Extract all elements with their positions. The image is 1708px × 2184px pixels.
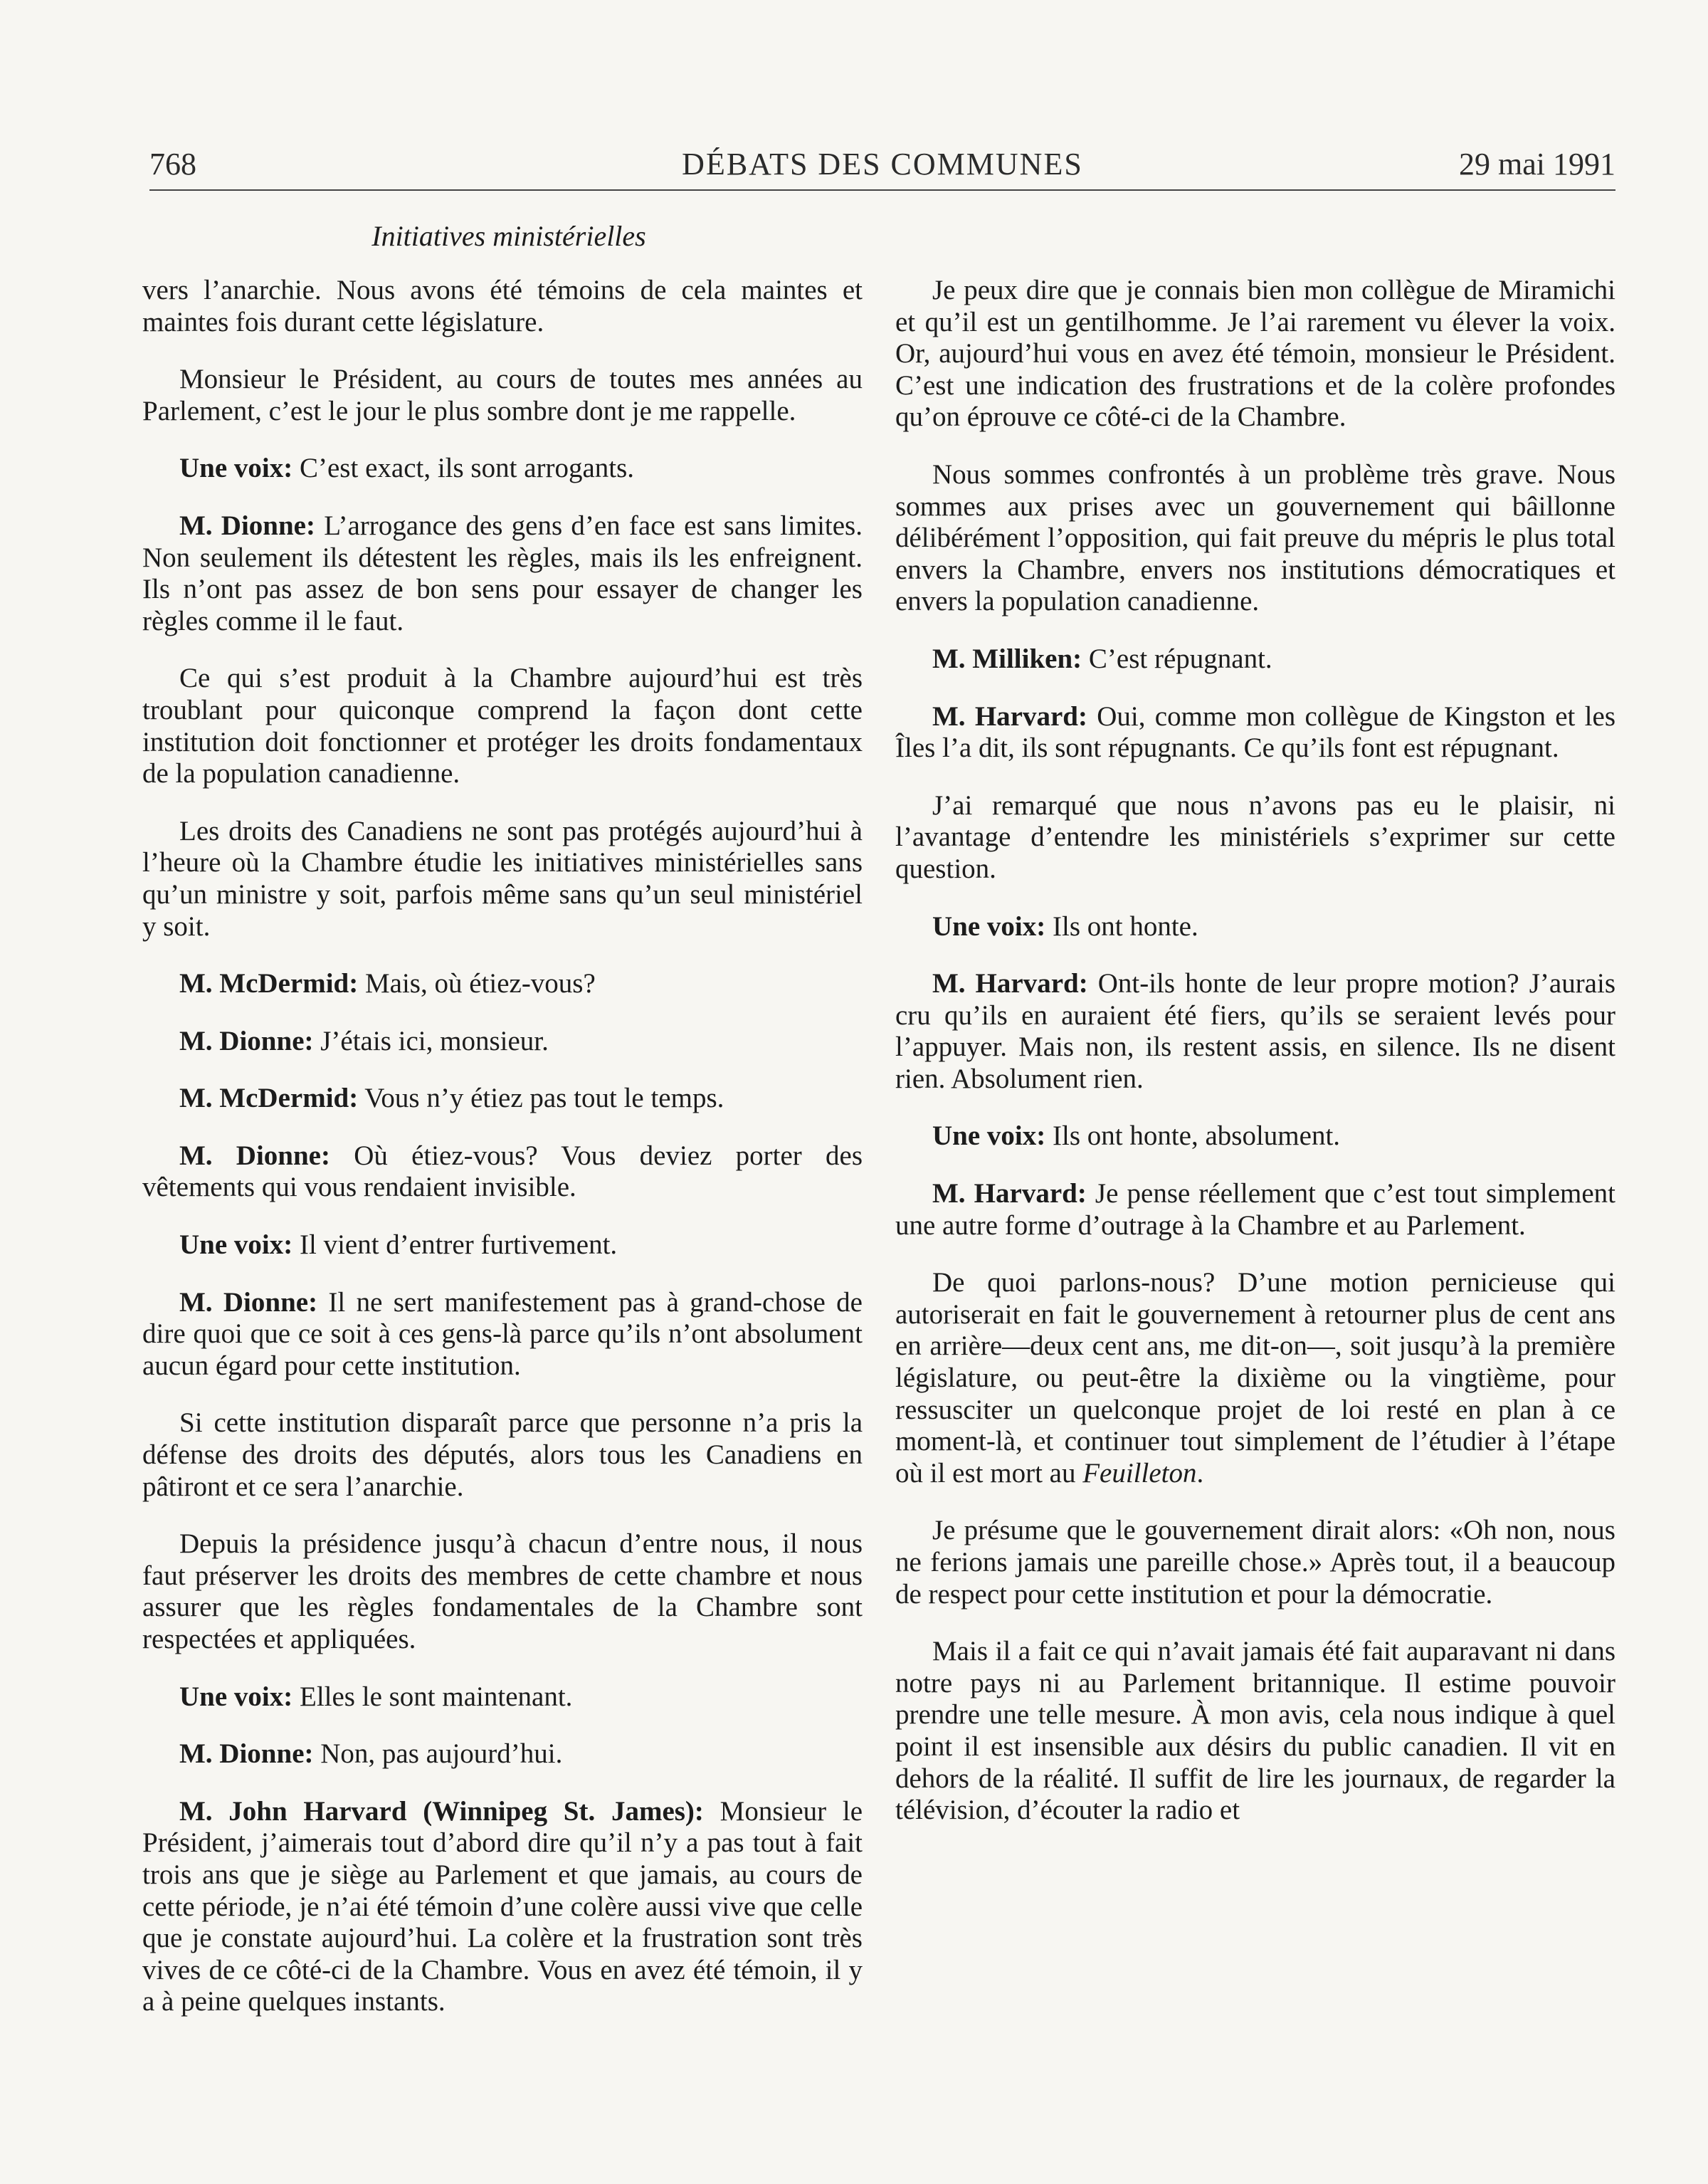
paragraph xyxy=(142,1229,863,1261)
paragraph-text: Il ne sert manifestement pas à grand-chose de dire quoi que ce soit à ces gens-là parce qu’ils n’ont absolument aucun égard pour cette institution. xyxy=(142,1286,863,1381)
paragraph xyxy=(895,644,1615,676)
paragraph xyxy=(142,1796,863,2018)
paragraph xyxy=(142,275,863,338)
paragraph-text: J’étais ici, monsieur. xyxy=(320,1025,549,1056)
left-column xyxy=(142,275,863,2044)
paragraph xyxy=(895,1178,1615,1241)
paragraph-text: Ils ont honte. xyxy=(1053,910,1198,942)
running-title: DÉBATS DES COMMUNES xyxy=(682,147,1083,182)
section-title: Initiatives ministérielles xyxy=(371,220,646,252)
paragraph-text: Les droits des Canadiens ne sont pas protégés aujourd’hui à l’heure où la Chambre étudie les initiatives ministérielles sans qu’un ministre y soit, parfois même sans qu’un seul ministériel y soit. xyxy=(142,815,863,942)
paragraph xyxy=(895,1636,1615,1827)
paragraph-text: Ils ont honte, absolument. xyxy=(1053,1120,1341,1152)
paragraph-text: Monsieur le Président, au cours de toutes mes années au Parlement, c’est le jour le plus sombre dont je me rappelle. xyxy=(142,364,863,426)
speaker-name: M. Harvard: xyxy=(932,1178,1087,1209)
paragraph xyxy=(142,1528,863,1655)
right-column xyxy=(895,275,1615,1852)
paragraph-text: Ce qui s’est produit à la Chambre aujourd’hui est très troublant pour quiconque comprend la façon dont cette institution doit fonctionner et protéger les droits fondamentaux de la population canadienne. xyxy=(142,663,863,789)
speaker-name: M. Dionne: xyxy=(179,1140,330,1171)
paragraph xyxy=(895,968,1615,1095)
paragraph-text: L’arrogance des gens d’en face est sans limites. Non seulement ils détestent les règles, mais ils les enfreignent. Ils n’ont pas assez de bon sens pour essayer de changer les règles comme il le faut. xyxy=(142,510,863,636)
paragraph-text: Oui, comme mon collègue de Kingston et les Îles l’a dit, ils sont répugnants. Ce qu’ils font est répugnant. xyxy=(895,700,1615,764)
paragraph xyxy=(895,790,1615,886)
speaker-name: M. Dionne: xyxy=(179,1025,314,1056)
paragraph-text: Je peux dire que je connais bien mon collègue de Miramichi et qu’il est un gentilhomme. Je l’ai rarement vu élever la voix. Or, aujourd’hui vous en avez été témoin, monsieur le Président. C’est une indication des frustrations et de la colère profondes qu’on éprouve ce côté-ci de la Chambre. xyxy=(895,275,1615,433)
speaker-name: M. Dionne: xyxy=(179,1286,318,1318)
paragraph xyxy=(142,510,863,637)
paragraph-text: J’ai remarqué que nous n’avons pas eu le plaisir, ni l’avantage d’entendre les ministériels s’exprimer sur cette question. xyxy=(895,789,1615,884)
speaker-name: M. Dionne: xyxy=(179,510,315,541)
paragraph-text: Monsieur le Président, j’aimerais tout d’abord dire qu’il n’y a pas tout à fait trois ans que je siège au Parlement et que jamais, au cours de cette période, je n’ai été témoin d’une colère aussi vive que celle que je constate aujourd’hui. La colère et la frustration sont très vives de ce côté-ci de la Chambre. Vous en avez été témoin, il y a à peine quelques instants. xyxy=(142,1795,863,2017)
speaker-name: Une voix: xyxy=(932,1120,1046,1152)
italic-term: Feuilleton xyxy=(1082,1457,1197,1489)
paragraph-text: Je présume que le gouvernement dirait alors: «Oh non, nous ne ferions jamais une pareille chose.» Après tout, il a beaucoup de respect pour cette institution et pour la démocratie. xyxy=(895,1515,1615,1610)
paragraph-text: Où étiez-vous? Vous deviez porter des vêtements qui vous rendaient invisible. xyxy=(142,1140,863,1203)
paragraph-text: Non, pas aujourd’hui. xyxy=(320,1738,563,1770)
paragraph xyxy=(142,816,863,943)
paragraph-text: Ont-ils honte de leur propre motion? J’aurais cru qu’ils en auraient été fiers, qu’ils se seraient levés pour l’appuyer. Mais non, ils restent assis, en silence. Ils ne disent rien. Absolument rien. xyxy=(895,968,1616,1094)
speaker-name: Une voix: xyxy=(179,1681,293,1712)
page-date: 29 mai 1991 xyxy=(1459,147,1615,182)
paragraph xyxy=(895,701,1615,765)
paragraph xyxy=(142,1140,863,1204)
speaker-name: M. John Harvard (Winnipeg St. James): xyxy=(179,1795,704,1827)
paragraph-text: Si cette institution disparaît parce que personne n’a pris la défense des droits des députés, alors tous les Canadiens en pâtiront et ce sera l’anarchie. xyxy=(142,1407,863,1502)
paragraph xyxy=(142,663,863,789)
page-header xyxy=(149,140,1615,191)
paragraph xyxy=(142,1026,863,1058)
page-number: 768 xyxy=(149,147,196,182)
paragraph xyxy=(142,453,863,485)
paragraph-text: Depuis la présidence jusqu’à chacun d’entre nous, il nous faut préserver les droits des membres de cette chambre et nous assurer que les règles fondamentales de la Chambre sont respectées et appliquées. xyxy=(142,1528,863,1654)
paragraph xyxy=(895,1515,1615,1610)
paragraph-text: Nous sommes confrontés à un problème très grave. Nous sommes aux prises avec un gouvernement qui bâillonne délibérément l’opposition, qui fait preuve du mépris le plus total envers la Chambre, envers nos institutions démocratiques et envers la population canadienne. xyxy=(895,458,1615,617)
paragraph-text: Mais, où étiez-vous? xyxy=(364,968,596,999)
paragraph xyxy=(142,1681,863,1713)
speaker-name: M. Harvard: xyxy=(932,700,1087,732)
paragraph xyxy=(142,364,863,427)
paragraph xyxy=(142,1083,863,1115)
paragraph xyxy=(142,968,863,1000)
speaker-name: M. Milliken: xyxy=(932,643,1082,674)
speaker-name: M. McDermid: xyxy=(179,968,359,999)
paragraph-text: Vous n’y étiez pas tout le temps. xyxy=(364,1083,724,1114)
paragraph xyxy=(142,1287,863,1382)
paragraph xyxy=(142,1407,863,1503)
paragraph-text: Il vient d’entrer furtivement. xyxy=(300,1229,618,1261)
speaker-name: Une voix: xyxy=(179,453,293,484)
paragraph xyxy=(895,1267,1615,1489)
trailing-punctuation: . xyxy=(1196,1457,1204,1489)
paragraph-text: vers l’anarchie. Nous avons été témoins de cela maintes et maintes fois durant cette législature. xyxy=(142,275,863,337)
paragraph-text: Elles le sont maintenant. xyxy=(300,1681,573,1712)
paragraph-text: Je pense réellement que c’est tout simplement une autre forme d’outrage à la Chambre et au Parlement. xyxy=(895,1178,1615,1241)
paragraph-text: De quoi parlons-nous? D’une motion pernicieuse qui autoriserait en fait le gouvernement à retourner plus de cent ans en arrière—deux cent ans, me dit-on—, soit jusqu’à la première législature, ou peut-être la dixième ou la vingtième, pour ressusciter un quelconque projet de loi resté en plan à ce moment-là, et continuer tout simplement de l’étudier à l’étape où il est mort au xyxy=(895,1267,1615,1489)
paragraph-text: Mais il a fait ce qui n’avait jamais été fait auparavant ni dans notre pays ni au Parlement britannique. Il estime pouvoir prendre une telle mesure. À mon avis, cela nous indique à quel point il est insensible aux désirs du public canadien. Il vit en dehors de la réalité. Il suffit de lire les journaux, de regarder la télévision, d’écouter la radio et xyxy=(895,1636,1615,1826)
paragraph xyxy=(895,911,1615,943)
speaker-name: M. Dionne: xyxy=(179,1738,314,1770)
paragraph xyxy=(895,275,1615,434)
paragraph-text: C’est répugnant. xyxy=(1088,643,1272,674)
paragraph xyxy=(895,1120,1615,1153)
paragraph xyxy=(895,459,1615,618)
paragraph-text: C’est exact, ils sont arrogants. xyxy=(300,453,635,484)
speaker-name: M. McDermid: xyxy=(179,1083,359,1114)
speaker-name: Une voix: xyxy=(932,910,1046,942)
paragraph xyxy=(142,1738,863,1770)
speaker-name: M. Harvard: xyxy=(932,968,1088,999)
speaker-name: Une voix: xyxy=(179,1229,293,1261)
